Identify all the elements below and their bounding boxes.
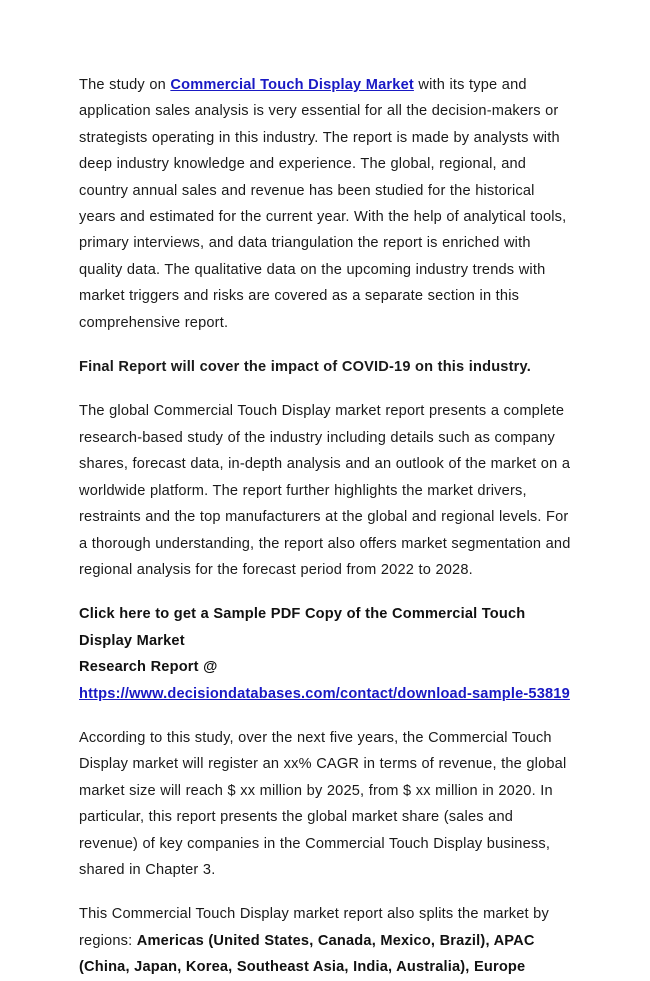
text-run: with its type and application sales analysis is very essential for all the decision-makers or strategists operating in this industry. The report is made by analysts with deep industry knowledge and experience. The global, regional, and country annual sales and revenue has been studied for the historical years and estimated for the current year. With the help of analytical tools, primary interviews, and data triangulation the report is enriched with quality data. The qualitative data on the upcoming industry trends with market triggers and risks are covered as a separate section in this comprehensive report. (79, 77, 567, 331)
paragraph-global-report (79, 398, 574, 583)
paragraph-regions (79, 901, 574, 980)
document-body (79, 72, 574, 981)
text-run: The study on (79, 77, 171, 93)
sample-cta-heading: Click here to get a Sample PDF Copy of the Commercial Touch Display Market (79, 606, 526, 649)
text-run: This Commercial Touch Display market report also splits the market by regions: (79, 906, 549, 949)
paragraph-covid-notice (79, 354, 574, 380)
sample-download-url-link[interactable]: https://www.decisiondatabases.com/contact/download-sample-53819 (79, 685, 570, 702)
commercial-touch-display-market-link[interactable]: Commercial Touch Display Market (170, 77, 414, 93)
paragraph-intro (79, 72, 574, 336)
text-run: The global Commercial Touch Display market report presents a complete research-based study of the industry including details such as company shares, forecast data, in-depth analysis and an outlook of the market on a worldwide platform. The report further highlights the market drivers, restraints and the top manufacturers at the global and regional levels. For a thorough understanding, the report also offers market segmentation and regional analysis for the forecast period from 2022 to 2028. (79, 403, 571, 578)
covid-notice-text: Final Report will cover the impact of COVID-19 on this industry. (79, 359, 531, 376)
text-run: According to this study, over the next five years, the Commercial Touch Display market will register an xx% CAGR in terms of revenue, the global market size will reach $ xx million by 2025, from $ xx million in 2020. In particular, this report presents the global market share (sales and revenue) of key companies in the Commercial Touch Display business, shared in Chapter 3. (79, 729, 567, 878)
paragraph-cagr (79, 725, 574, 883)
research-report-label: Research Report @ (79, 659, 218, 676)
regions-list-text: Americas (United States, Canada, Mexico, Brazil), APAC (China, Japan, Korea, Southeast Asia, India, Australia), Europe (79, 932, 535, 976)
paragraph-sample-cta (79, 601, 574, 707)
